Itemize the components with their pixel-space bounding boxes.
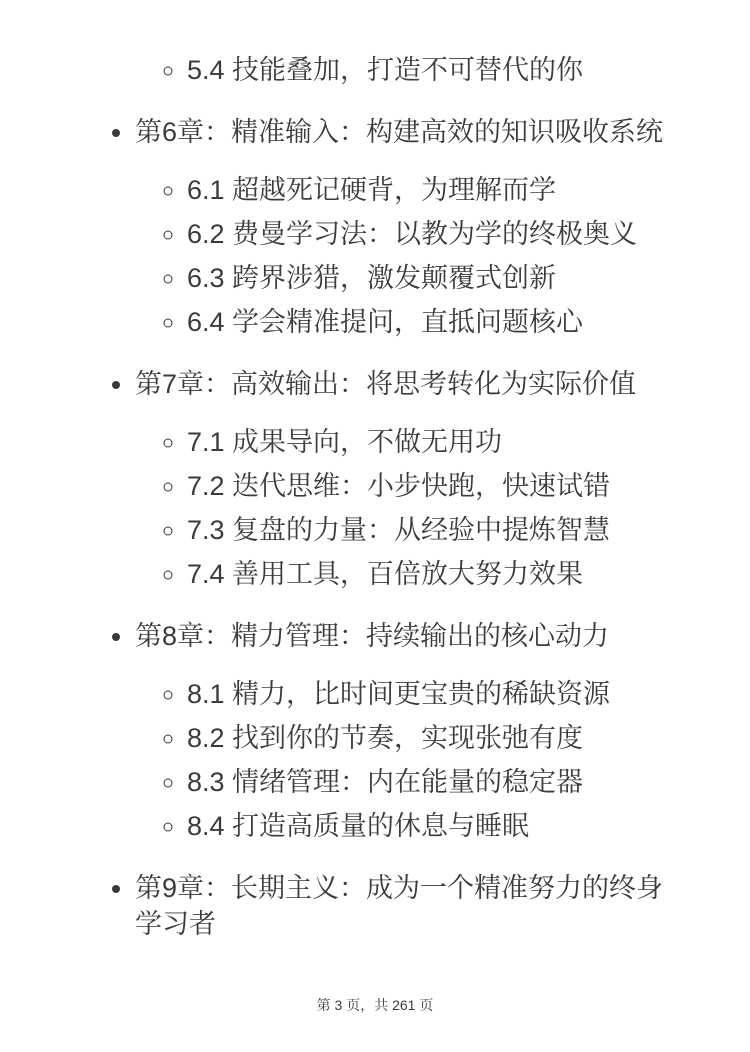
toc-list [81, 114, 680, 942]
page-footer [0, 995, 750, 1015]
chapter-title: 第8章：精力管理：持续输出的核心动力 [135, 621, 610, 651]
toc-chapter-item [135, 618, 680, 844]
toc-section-item: ◦ 6.1 超越死记硬背，为理解而学 [187, 172, 680, 208]
toc-section-item: ◦ 7.2 迭代思维：小步快跑，快速试错 [187, 468, 680, 504]
toc-section-item: ◦ 6.2 费曼学习法：以教为学的终极奥义 [187, 216, 680, 252]
toc-orphan-section-list [81, 52, 680, 88]
toc-section-item: ◦ 7.3 复盘的力量：从经验中提炼智慧 [187, 512, 680, 548]
toc-chapter-item [135, 366, 680, 592]
toc-chapter-item [135, 114, 680, 340]
toc-section-item: ◦ 6.3 跨界涉猎，激发颠覆式创新 [187, 260, 680, 296]
document-page [81, 52, 680, 942]
chapter-title: 第7章：高效输出：将思考转化为实际价值 [135, 369, 637, 399]
chapter-title: 第9章：长期主义：成为一个精准努力的终身学习者 [135, 873, 664, 939]
toc-section-item: ◦ 8.3 情绪管理：内在能量的稳定器 [187, 764, 680, 800]
section-list [135, 676, 680, 844]
chapter-title: 第6章：精准输入：构建高效的知识吸收系统 [135, 117, 664, 147]
toc-section-item: ◦ 8.4 打造高质量的休息与睡眠 [187, 808, 680, 844]
toc-section-item: ◦ 7.4 善用工具，百倍放大努力效果 [187, 556, 680, 592]
toc-section-item: ◦ 5.4 技能叠加，打造不可替代的你 [187, 52, 680, 88]
section-list [135, 172, 680, 340]
toc-chapter-item [135, 870, 680, 942]
section-list [135, 424, 680, 592]
toc-section-item: ◦ 8.2 找到你的节奏，实现张弛有度 [187, 720, 680, 756]
toc-section-item: ◦ 6.4 学会精准提问，直抵问题核心 [187, 304, 680, 340]
page-indicator: 第 3 页，共 261 页 [316, 997, 434, 1013]
toc-section-item: ◦ 8.1 精力，比时间更宝贵的稀缺资源 [187, 676, 680, 712]
toc-section-item: ◦ 7.1 成果导向，不做无用功 [187, 424, 680, 460]
